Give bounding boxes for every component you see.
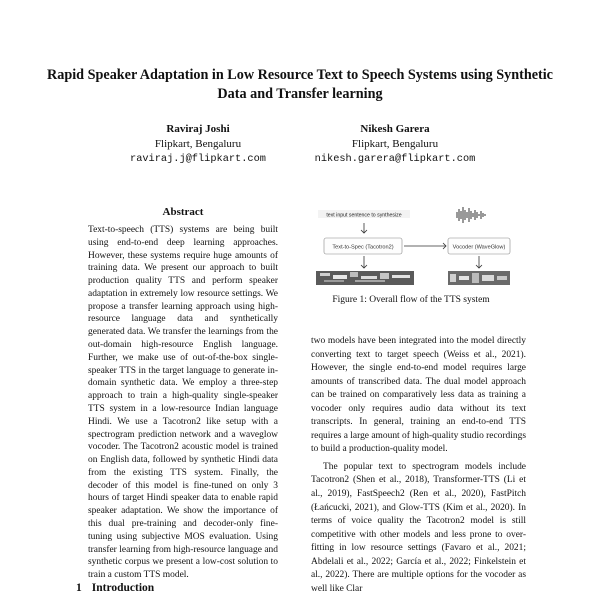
author-email: nikesh.garera@flipkart.com [314, 153, 476, 165]
author-name: Nikesh Garera [360, 123, 430, 135]
author-name: Raviraj Joshi [166, 123, 230, 135]
vocoder-box-label: Vocoder (WaveGlow) [452, 244, 506, 251]
paper-title: Rapid Speaker Adaptation in Low Resource Text to Speech Systems using Synthetic Data and Transfer learning [47, 67, 553, 102]
section-number: 1 [76, 582, 82, 594]
author-block [295, 122, 495, 167]
author-affiliation: Flipkart, Bengaluru [351, 138, 439, 150]
figure-caption: Figure 1: Overall flow of the TTS system [332, 295, 490, 305]
author-email: raviraj.j@flipkart.com [130, 153, 266, 165]
author-affiliation: Flipkart, Bengaluru [154, 138, 242, 150]
section-heading [76, 582, 154, 594]
arrow-icon [361, 256, 482, 268]
waveform-icon [455, 207, 485, 223]
tacotron-box-label: Text-to-Spec (Tacotron2) [332, 244, 394, 251]
spectrogram-icon [316, 271, 414, 285]
input-text-label: text input sentence to synthesize [326, 212, 402, 219]
author-block [98, 122, 298, 167]
body-column [311, 335, 526, 597]
body-paragraph: The popular text to spectrogram models include Tacotron2 (Shen et al., 2018), Transformer-TTS (Li et al., 2019), FastSpeech2 (Ren et al., 2020), FastPitch (Łańcucki, 2021), and Glow-TTS (Kim et al., 2020). In terms of voice quality the Tacotron2 model is still competitive with other models and less prone to over-fitting in low resource settings (Favaro et al., 2021; Abdelali et al., 2022; García et al., 2022; Finkelstein et al., 2022). There are multiple options for the vocoder as well like Clar [311, 461, 526, 594]
abstract-text: Text-to-speech (TTS) systems are being built using end-to-end deep learning approaches. However, these systems require huge amounts of training data. We present our approach to built production quality TTS and perform speaker adaptation in extremely low resource settings. We propose a transfer learning approach using high-resource language data and synthetically generated data. We transfer the learnings from the out-domain high-resource English language. Further, we make use of out-of-the-box single-speaker TTS in the target language to generate in-domain synthetic data. We employ a three-step approach to train a high-quality single-speaker TTS system in a low-resource Indian language Hindi. We use a Tacotron2 like setup with a spectrogram prediction network and a waveglow vocoder. The Tacotron2 acoustic model is trained on English data, followed by synthetic Hindi data from the existing TTS system. Finally, the decoder of this model is fine-tuned on only 3 hours of target Hindi speaker data to enable rapid speaker adaptation. We show the importance of this dual pre-training and decoder-only fine-tuning using subjective MOS evaluation. Using transfer learning from high-resource language and synthetic corpus we present a low-cost solution to train a custom TTS model. [88, 225, 278, 581]
arrow-icon [361, 223, 367, 233]
body-paragraph: two models have been integrated into the model directly converting text to target speech (Weiss et al., 2021). However, the single end-to-end model requires large amounts of transcribed data. The dual model approach can be trained on comparatively less data as training a vocoder only requires audio data without its text transcripts. In general, training an end-to-end TTS requires a large amount of high-quality studio recordings to build a production-quality model. [311, 336, 526, 455]
arrow-icon [404, 243, 446, 249]
abstract-heading: Abstract [162, 206, 204, 218]
output-waveform-icon [448, 271, 510, 285]
section-title: Introduction [91, 582, 155, 594]
